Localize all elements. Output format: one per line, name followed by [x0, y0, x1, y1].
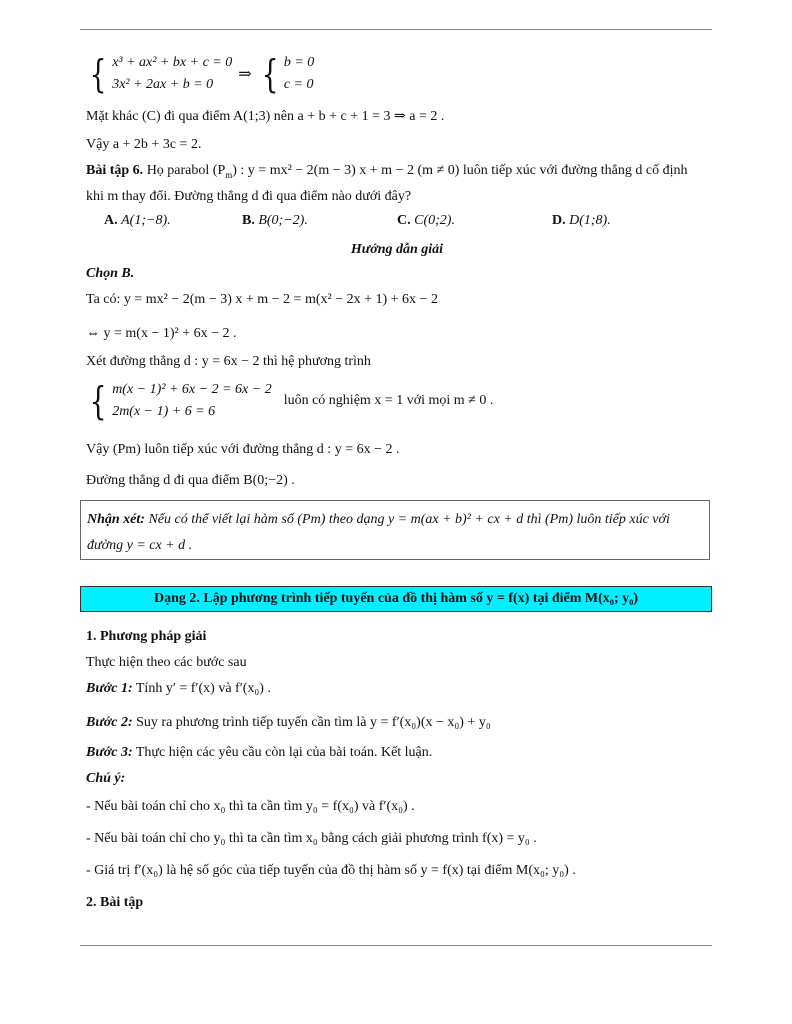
choose-answer: Chọn B.	[86, 266, 135, 281]
remark-box	[80, 500, 710, 560]
step-label: Bước 1:	[86, 681, 133, 696]
section-title: 1. Phương pháp giải	[86, 629, 207, 644]
option-label: A.	[104, 213, 118, 228]
left-brace: {	[89, 379, 107, 423]
intro-text: Thực hiện theo các bước sau	[86, 655, 247, 670]
step-text: Thực hiện các yêu cầu còn lại của bài toán. Kết luận.	[132, 745, 433, 760]
step-3	[86, 744, 432, 762]
footer-rule	[80, 945, 712, 946]
step-text: Tính y′ = f′(x) và f′(x₀) .	[132, 681, 271, 696]
system1-result1: b = 0	[283, 55, 315, 70]
remark-line1	[87, 507, 703, 533]
attention-item: - Nếu bài toán chỉ cho y₀ thì ta cần tìm x₀ bằng cách giải phương trình f(x) = y₀ .	[86, 831, 537, 846]
option-d	[552, 213, 611, 229]
option-value: A(1;−8).	[121, 213, 171, 228]
system2-row2: 2m(x − 1) + 6 = 6	[112, 404, 216, 419]
equation-system-1	[86, 52, 314, 96]
system2-tail: luôn có nghiệm x = 1 với mọi m ≠ 0 .	[283, 393, 494, 408]
text-line: Mặt khác (C) đi qua điểm A(1;3) nên a + b + c + 1 = 3 ⇒ a = 2 .	[86, 109, 445, 124]
exercise-6-line2: khi m thay đổi. Đường thẳng d đi qua điểm nào dưới đây?	[86, 189, 412, 204]
equation-system-2	[86, 379, 493, 423]
solution-line: Đường thẳng d đi qua điểm B(0;−2) .	[86, 473, 295, 488]
option-label: B.	[242, 213, 255, 228]
exercise-text: ) : y = mx² − 2(m − 3) x + m − 2 (m ≠ 0) luôn tiếp xúc với đường thẳng d cố định	[232, 163, 688, 178]
attention-item: - Nếu bài toán chỉ cho x₀ thì ta cần tìm y₀ = f(x₀) và f′(x₀) .	[86, 799, 415, 814]
section-title: 2. Bài tập	[86, 895, 144, 910]
step-text: Suy ra phương trình tiếp tuyến cần tìm là y = f′(x₀)(x − x₀) + y₀	[132, 715, 491, 730]
exercise-text: Họ parabol (P	[143, 163, 226, 178]
system1-row2: 3x² + 2ax + b = 0	[112, 77, 214, 92]
option-value: B(0;−2).	[258, 213, 308, 228]
solution-line: Xét đường thẳng d : y = 6x − 2 thì hệ phương trình	[86, 354, 371, 369]
attention-item: - Giá trị f′(x₀) là hệ số góc của tiếp tuyến của đồ thị hàm số y = f(x) tại điểm M(x₀; y₀) .	[86, 863, 576, 878]
system1-row1: x³ + ax² + bx + c = 0	[112, 55, 233, 70]
header-rule	[80, 29, 712, 30]
option-value: C(0;2).	[414, 213, 455, 228]
step-label: Bước 2:	[86, 715, 133, 730]
step-1	[86, 680, 271, 698]
solution-line: Vậy (Pm) luôn tiếp xúc với đường thẳng d : y = 6x − 2 .	[86, 442, 400, 457]
step-label: Bước 3:	[86, 745, 133, 760]
text-line: Vậy a + 2b + 3c = 2.	[86, 137, 202, 152]
system1-result2: c = 0	[283, 77, 314, 92]
system2-row1: m(x − 1)² + 6x − 2 = 6x − 2	[112, 382, 272, 397]
implies-arrow: ⇒	[238, 66, 252, 83]
remark-text: Nếu có thể viết lại hàm số (Pm) theo dạng y = m(ax + b)² + cx + d thì (Pm) luôn tiếp xúc với	[144, 512, 670, 527]
solution-line: ⇔ y = m(x − 1)² + 6x − 2 .	[86, 326, 237, 341]
left-brace: {	[261, 52, 279, 96]
solution-line: Ta có: y = mx² − 2(m − 3) x + m − 2 = m(x² − 2x + 1) + 6x − 2	[86, 292, 438, 307]
option-b	[242, 213, 308, 229]
option-label: D.	[552, 213, 566, 228]
guide-title: Hướng dẫn giải	[350, 242, 444, 257]
option-label: C.	[397, 213, 411, 228]
option-value: D(1;8).	[569, 213, 611, 228]
attention-label: Chú ý:	[86, 771, 126, 786]
remark-line2: đường y = cx + d .	[87, 538, 193, 553]
exercise-6-line1	[86, 162, 687, 184]
step-2	[86, 714, 491, 732]
exercise-label: Bài tập 6.	[86, 163, 144, 178]
option-c	[397, 213, 455, 229]
option-a	[104, 213, 171, 229]
left-brace: {	[89, 52, 107, 96]
remark-label: Nhận xét:	[87, 512, 145, 527]
subscript: m	[225, 169, 233, 180]
section-banner: Dạng 2. Lập phương trình tiếp tuyến của đồ thị hàm số y = f(x) tại điểm M(x₀; y₀)	[80, 586, 712, 612]
